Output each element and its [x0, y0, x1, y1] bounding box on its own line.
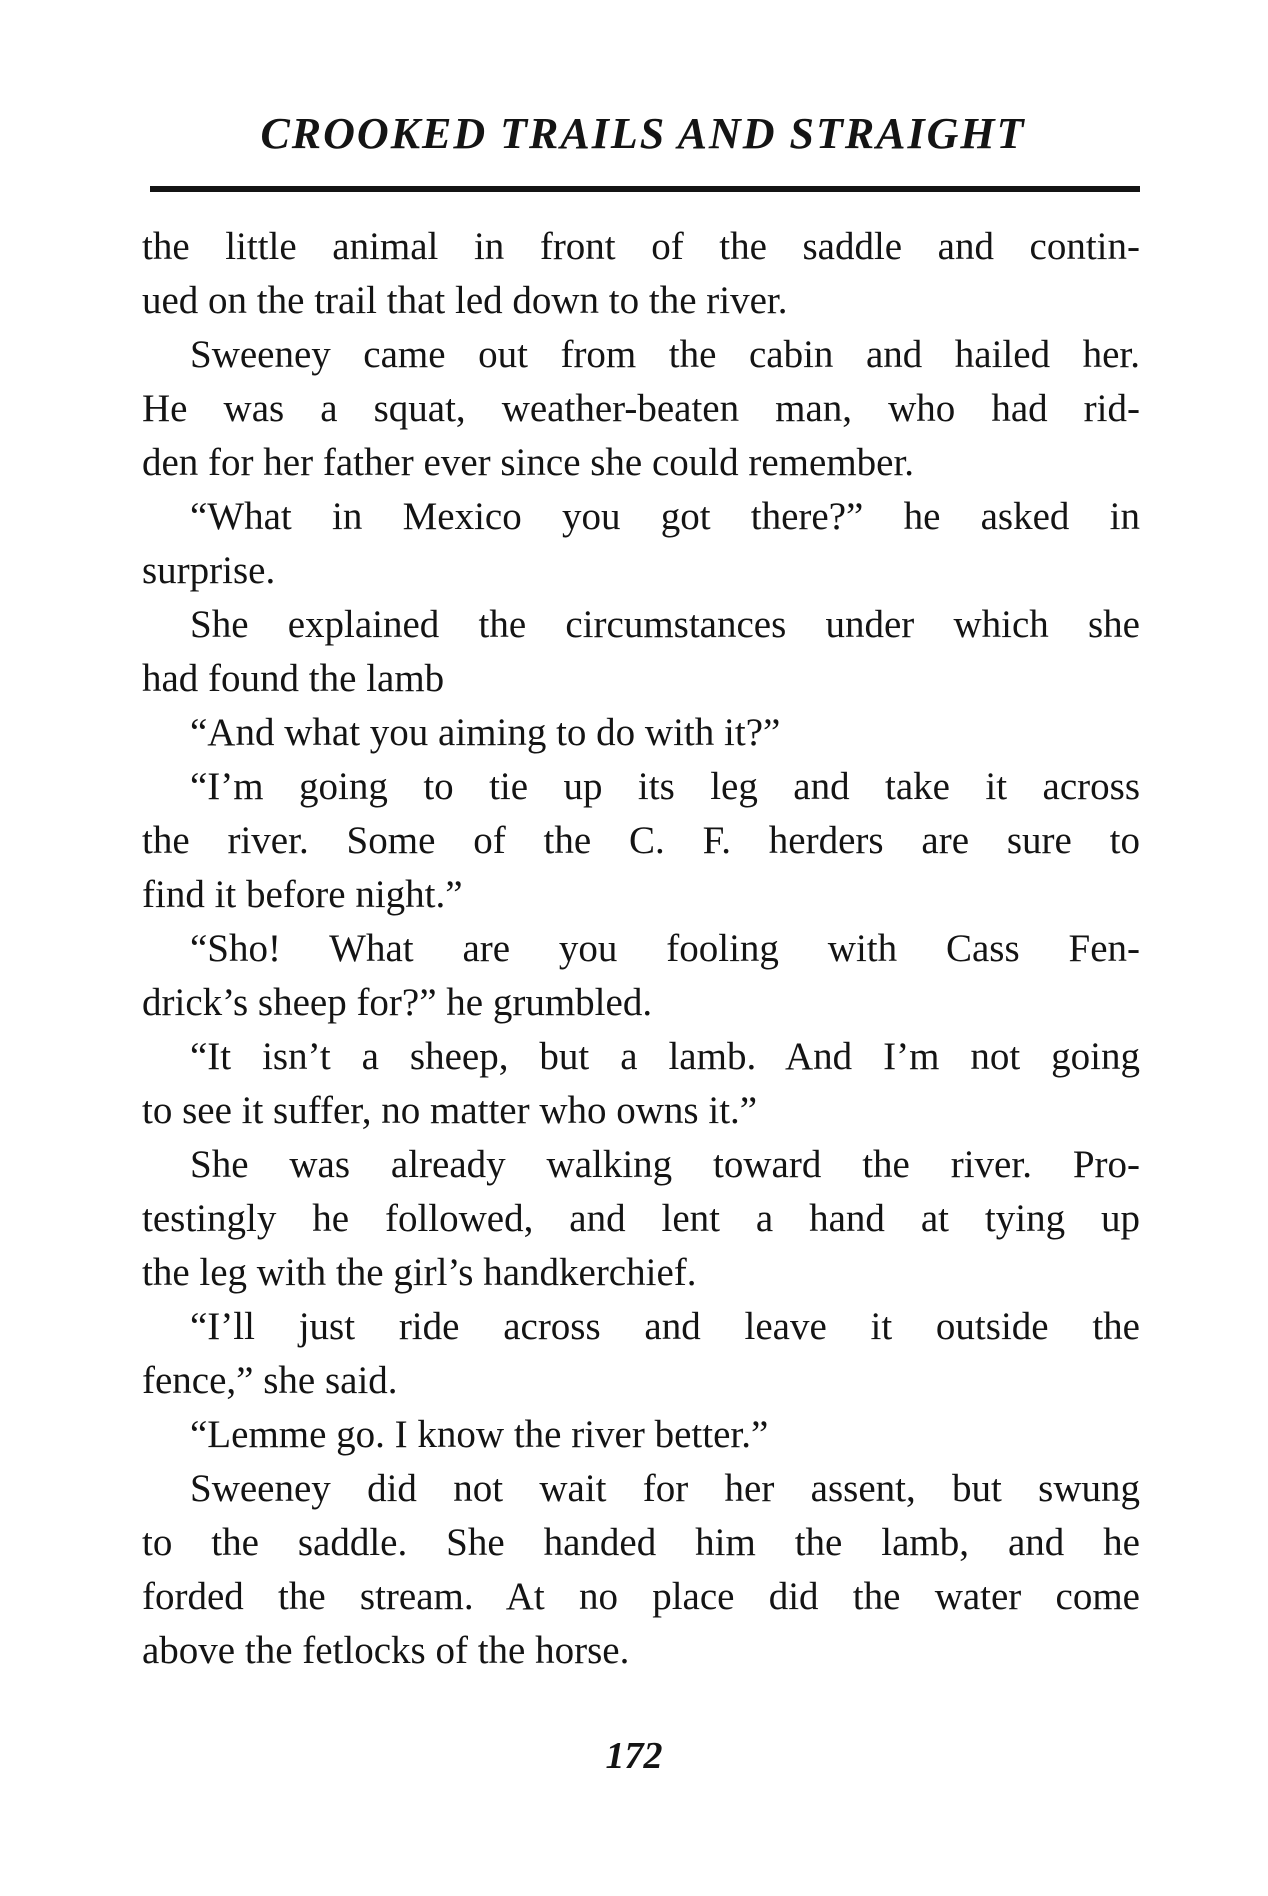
text-line: the little animal in front of the saddle and contin-	[142, 225, 1140, 268]
text-line: “And what you aiming to do with it?”	[190, 711, 781, 754]
text-line: “I’m going to tie up its leg and take it across	[190, 765, 1140, 808]
text-line: the river. Some of the C. F. herders are sure to	[142, 819, 1140, 862]
text-line: to the saddle. She handed him the lamb, and he	[142, 1521, 1140, 1564]
text-line: ued on the trail that led down to the river.	[142, 279, 788, 322]
page-number: 172	[605, 1735, 663, 1777]
text-line: had found the lamb	[142, 657, 445, 700]
text-line: den for her father ever since she could remember.	[142, 441, 915, 484]
text-line: to see it suffer, no matter who owns it.”	[142, 1089, 758, 1132]
text-line: “What in Mexico you got there?” he asked in	[190, 495, 1140, 538]
text-line: the leg with the girl’s handkerchief.	[142, 1251, 697, 1294]
text-line: fence,” she said.	[142, 1359, 398, 1402]
body-text	[142, 220, 1140, 1678]
text-line: He was a squat, weather-beaten man, who had rid-	[142, 387, 1140, 430]
text-line: “Sho! What are you fooling with Cass Fen-	[190, 927, 1140, 970]
text-line: “Lemme go. I know the river better.”	[190, 1413, 769, 1456]
text-line: Sweeney did not wait for her assent, but swung	[190, 1467, 1140, 1510]
text-line: She was already walking toward the river. Pro-	[190, 1143, 1140, 1186]
text-line: find it before night.”	[142, 873, 463, 916]
text-line: “I’ll just ride across and leave it outside the	[190, 1305, 1140, 1348]
header-rule	[150, 186, 1140, 192]
text-line: Sweeney came out from the cabin and hailed her.	[190, 333, 1140, 376]
text-line: surprise.	[142, 549, 276, 592]
text-line: forded the stream. At no place did the water come	[142, 1575, 1140, 1618]
text-line: above the fetlocks of the horse.	[142, 1629, 630, 1672]
text-line: drick’s sheep for?” he grumbled.	[142, 981, 653, 1024]
text-line: testingly he followed, and lent a hand at tying up	[142, 1197, 1140, 1240]
text-line: She explained the circumstances under which she	[190, 603, 1140, 646]
text-line: “It isn’t a sheep, but a lamb. And I’m not going	[190, 1035, 1140, 1078]
running-head: CROOKED TRAILS AND STRAIGHT	[260, 109, 1026, 158]
